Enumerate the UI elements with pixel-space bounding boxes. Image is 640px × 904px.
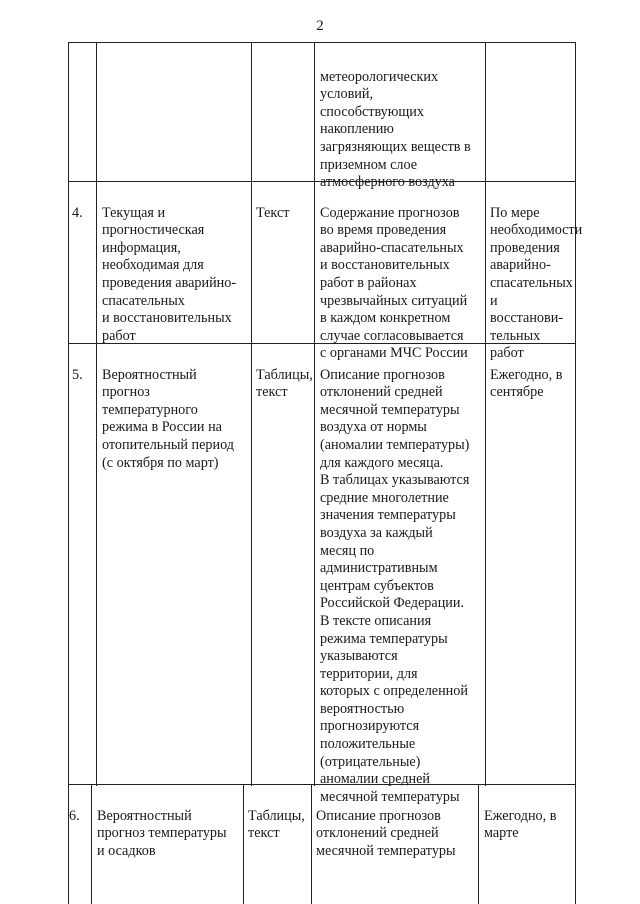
page-number: 2 <box>316 18 324 34</box>
content-text: Описание прогнозов отклонений средней месячной температуры воздуха от нормы (аномалии температуры) для каждого месяца. В таблицах указываются средние многолетние значения температуры воздуха за каждый месяц по административным центрам субъектов Российской Федерации. В тексте описания режима температуры указываются территории, для которых с определенной вероятностью прогнозируются положительные (отрицательные) аномалии средней месячной температуры <box>320 366 470 805</box>
cell-num <box>69 43 96 183</box>
table-row <box>68 42 576 191</box>
term-text: По мере необходимости проведения аварийно- спасательных и восстанови- тельных работ <box>490 204 583 362</box>
cell-form <box>243 785 311 904</box>
cell-num <box>69 785 91 904</box>
cell-form <box>251 43 314 183</box>
cell-name <box>96 43 251 183</box>
form-text: Текст <box>256 204 290 221</box>
form-text: Таблицы, текст <box>256 366 313 401</box>
content-text: Содержание прогнозов во время проведения аварийно-спасательных и восстановительных работ в районах чрезвычайных ситуаций в каждом конкретном случае согласовывается с органами МЧС России <box>320 204 468 362</box>
table-row <box>68 181 583 362</box>
name-text <box>97 61 251 66</box>
cell-num <box>69 344 96 786</box>
term-text: Ежегодно, в марте <box>484 807 557 842</box>
cell-content <box>314 182 485 362</box>
content-text: метеорологических условий, способствующих накоплению загрязняющих веществ в приземном слое атмосферного воздуха <box>320 68 471 191</box>
cell-term <box>485 344 575 786</box>
form-text: Таблицы, текст <box>248 807 305 842</box>
num-text: 5. <box>72 366 83 383</box>
num-text: 4. <box>72 204 83 221</box>
name-text: Вероятностный прогноз температуры и осадков <box>97 807 227 859</box>
cell-name <box>96 344 251 786</box>
form-text <box>252 61 314 66</box>
cell-term <box>485 43 575 183</box>
table-row <box>68 784 576 904</box>
content-text: Описание прогнозов отклонений средней месячной температуры <box>316 807 456 859</box>
cell-form <box>251 182 314 345</box>
term-text: Ежегодно, в сентябре <box>490 366 563 401</box>
num-text <box>69 61 96 66</box>
cell-name <box>96 182 251 345</box>
cell-form <box>251 344 314 786</box>
name-text: Вероятностный прогноз температурного режима в России на отопительный период (с октября по март) <box>102 366 234 471</box>
cell-name <box>91 785 243 904</box>
table-row <box>68 343 576 805</box>
cell-content <box>314 344 485 805</box>
cell-term <box>478 785 575 904</box>
cell-content <box>311 785 478 904</box>
name-text: Текущая и прогностическая информация, необходимая для проведения аварийно- спасательных и восстановительных работ <box>102 204 237 344</box>
term-text <box>486 61 575 66</box>
cell-content <box>314 43 485 191</box>
cell-term <box>485 182 583 362</box>
cell-num <box>69 182 96 345</box>
num-text: 6. <box>69 807 80 824</box>
